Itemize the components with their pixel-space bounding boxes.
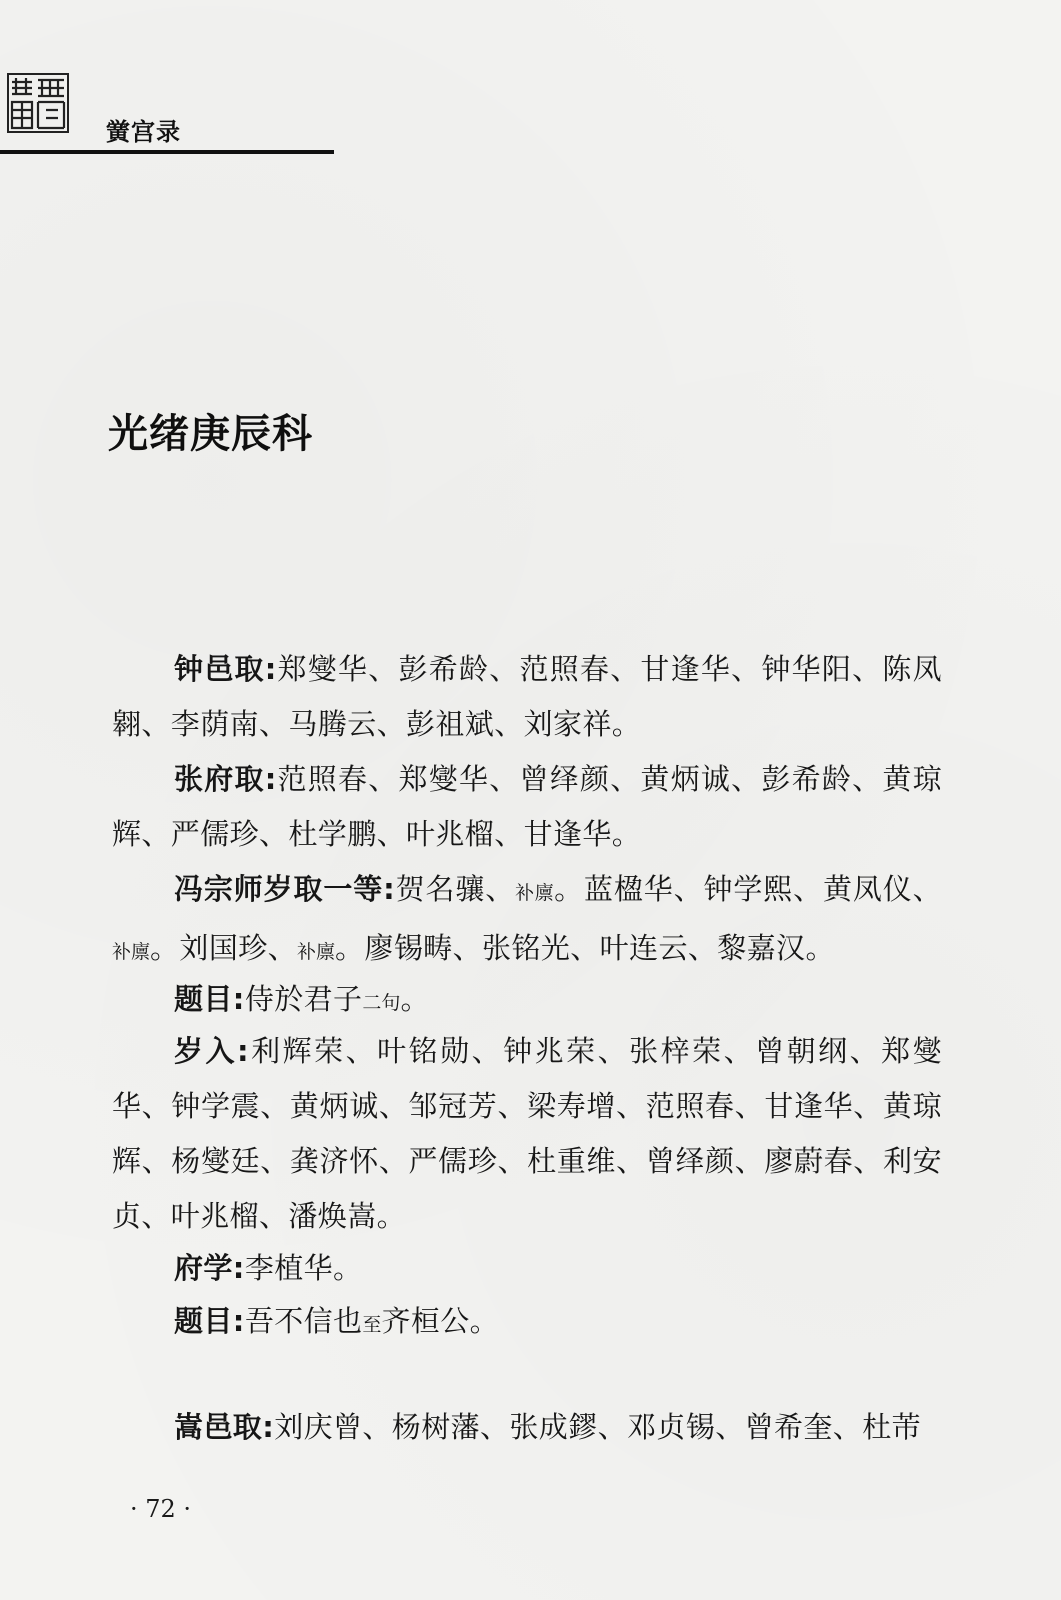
annotation-note: 补廪 [297,941,336,963]
paragraph-text: 齐桓公。 [381,1304,500,1338]
paragraph-text: 。 [400,982,430,1016]
paragraph-text: 郑燮华、彭希龄、范照春、甘逢华、钟华阳、陈凤翱、李荫南、马腾云、彭祖斌、刘家祥。 [112,652,942,741]
paragraph-text: 李植华。 [244,1251,363,1285]
paragraph-suiru [112,1024,942,1244]
paragraph-feng-zongshi [112,862,942,980]
paragraph-zhangfu [112,752,942,862]
paragraph-label: 岁入: [174,1034,249,1068]
paragraph-fuxue [112,1241,942,1296]
running-head: 黉宫录 [106,118,181,146]
paragraph-label: 张府取: [174,762,277,796]
annotation-note: 二句 [362,992,401,1014]
annotation-note: 至 [362,1314,382,1336]
paragraph-label: 嵩邑取: [174,1410,275,1444]
header-rule [0,150,334,154]
paragraph-text: 利辉荣、叶铭勋、钟兆荣、张梓荣、曾朝纲、郑燮华、钟学震、黄炳诚、邹冠芳、梁寿增、范照春、甘逢华、黄琼辉、杨燮廷、龚济怀、严儒珍、杜重维、曾绎颜、廖蔚春、利安贞、叶兆榴、潘焕嵩。 [112,1034,942,1233]
seal-logo [6,72,70,134]
paragraph-label: 冯宗师岁取一等: [174,872,396,906]
paragraph-text: 。廖锡畴、张铭光、叶连云、黎嘉汉。 [335,931,835,965]
paragraph-text: 侍於君子 [244,982,363,1016]
annotation-note: 补廪 [515,882,555,904]
page-number: · 72 · [130,1495,192,1523]
paragraph-label: 钟邑取: [174,652,277,686]
paragraph-timu-1 [112,972,942,1031]
paragraph-timu-2 [112,1294,942,1353]
paragraph-text: 。蓝楹华、钟学熙、黄凤仪、 [554,872,942,906]
paragraph-songyi [112,1400,942,1455]
paragraph-label: 府学: [174,1251,245,1285]
paragraph-text: 吾不信也 [244,1304,363,1338]
section-title: 光绪庚辰科 [108,410,313,457]
paragraph-zhongyi [112,642,942,752]
paragraph-text: 。刘国珍、 [150,931,298,965]
paragraph-text: 贺名骧、 [395,872,516,906]
annotation-note: 补廪 [112,941,151,963]
paragraph-label: 题目: [174,1304,245,1338]
paragraph-label: 题目: [174,982,245,1016]
paragraph-text: 范照春、郑燮华、曾绎颜、黄炳诚、彭希龄、黄琼辉、严儒珍、杜学鹏、叶兆榴、甘逢华。 [112,762,942,851]
paragraph-text: 刘庆曾、杨树藩、张成鏐、邓贞锡、曾希奎、杜芾 [274,1410,922,1444]
